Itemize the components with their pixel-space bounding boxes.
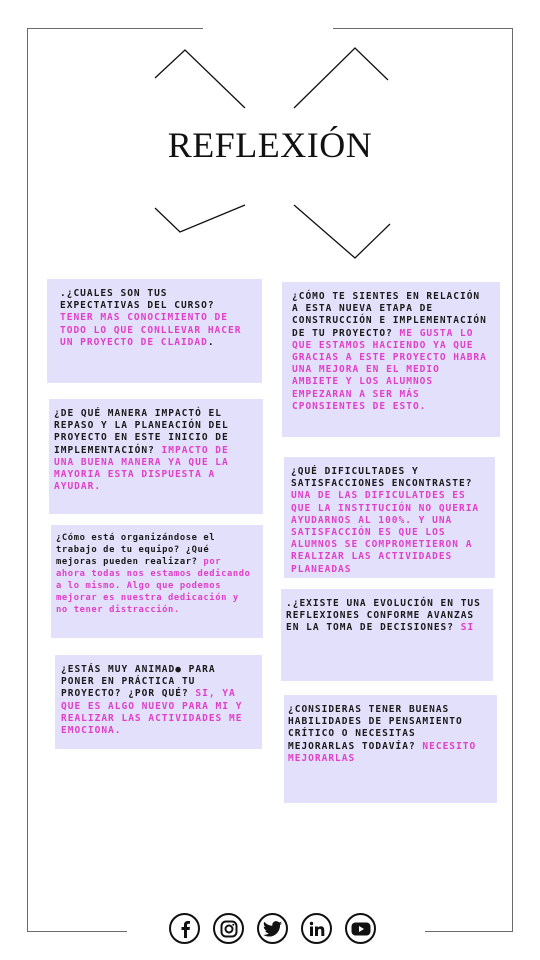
- question-text: ¿CÓMO TE SIENTES EN RELACIÓN A ESTA NUEVA ETAPA DE CONSTRUCCIÓN E IMPLEMENTACIÓN DE TU PROYECTO?: [292, 291, 487, 339]
- question-text-end: .: [207, 336, 215, 348]
- answer-text: IMPACTO DE UNA BUENA MANERA YA QUE LA MAYORIA ESTA DISPUESTA A AYUDAR.: [54, 444, 229, 493]
- answer-text: SI: [460, 622, 475, 634]
- reflection-card-feelings: [282, 282, 500, 437]
- instagram-icon[interactable]: [213, 913, 244, 944]
- question-text: .¿EXISTE UNA EVOLUCIÓN EN TUS REFLEXIONES CONFORME AVANZAS EN LA TOMA DE DECISIONES?: [286, 598, 481, 634]
- answer-text: por ahora todas nos estamos dedicando a lo mismo. Algo que podemos mejorar es nuestra dedicación y no tener distracción.: [56, 557, 251, 615]
- facebook-icon[interactable]: [169, 913, 200, 944]
- reflection-card-evolution: [281, 589, 493, 681]
- page-title: REFLEXIÓN: [167, 125, 373, 165]
- answer-text: TENER MAS CONOCIMIENTO DE TODO LO QUE CONLLEVAR HACER UN PROYECTO DE CLAIDAD: [60, 312, 242, 348]
- question-text: ¿CONSIDERAS TENER BUENAS HABILIDADES DE PENSAMIENTO CRÍTICO O NECESITAS MEJORARLAS TODAVÍA?: [288, 704, 463, 752]
- reflection-card-difficulties: [284, 457, 495, 578]
- reflection-card-critical-thinking: [284, 695, 497, 803]
- question-text: ¿QUÉ DIFICULTADES Y SATISFACCIONES ENCONTRASTE?: [291, 466, 473, 490]
- linkedin-icon[interactable]: [301, 913, 332, 944]
- reflection-card-impact: [49, 399, 263, 514]
- social-icons-bar: [0, 913, 540, 947]
- answer-text: UNA DE LAS DIFICULATDES ES QUE LA INSTITUCIÓN NO QUERIA AYUDARNOS AL 100%. Y UNA SATISFACCIÓN ES QUE LOS ALUMNOS SE COMPROMETIERON A REALIZAR LAS ACTIVIDADES PLANEADAS: [291, 490, 480, 575]
- question-text: ¿DE QUÉ MANERA IMPACTÓ EL REPASO Y LA PLANEACIÓN DEL PROYECTO EN ESTE INICIO DE IMPLEMENTACIÓN?: [54, 408, 229, 456]
- question-text: ¿Cómo está organizándose el trabajo de tu equipo? ¿Qué mejoras pueden realizar?: [56, 533, 216, 567]
- question-text: .¿CUALES SON TUS EXPECTATIVAS DEL CURSO?: [60, 288, 215, 312]
- answer-text: SI, YA QUE ES ALGO NUEVO PARA MI Y REALIZAR LAS ACTIVIDADES ME EMOCIONA.: [61, 688, 243, 737]
- reflection-card-motivation: [55, 655, 262, 749]
- question-text: ¿ESTÁS MUY ANIMAD● PARA PONER EN PRÁCTICA TU PROYECTO? ¿POR QUÉ?: [61, 664, 216, 700]
- reflection-card-team: [51, 525, 263, 638]
- twitter-icon[interactable]: [257, 913, 288, 944]
- reflection-card-expectations: [47, 279, 262, 383]
- youtube-icon[interactable]: [345, 913, 376, 944]
- answer-text: ME GUSTA LO QUE ESTAMOS HACIENDO YA QUE GRACIAS A ESTE PROYECTO HABRA UNA MEJORA EN EL MEDIO AMBIETE Y LOS ALUMNOS EMPEZARAN A SER MÁS CPONSIENTES DE ESTO.: [292, 327, 487, 412]
- answer-text: NECESITO MEJORARLAS: [288, 740, 477, 764]
